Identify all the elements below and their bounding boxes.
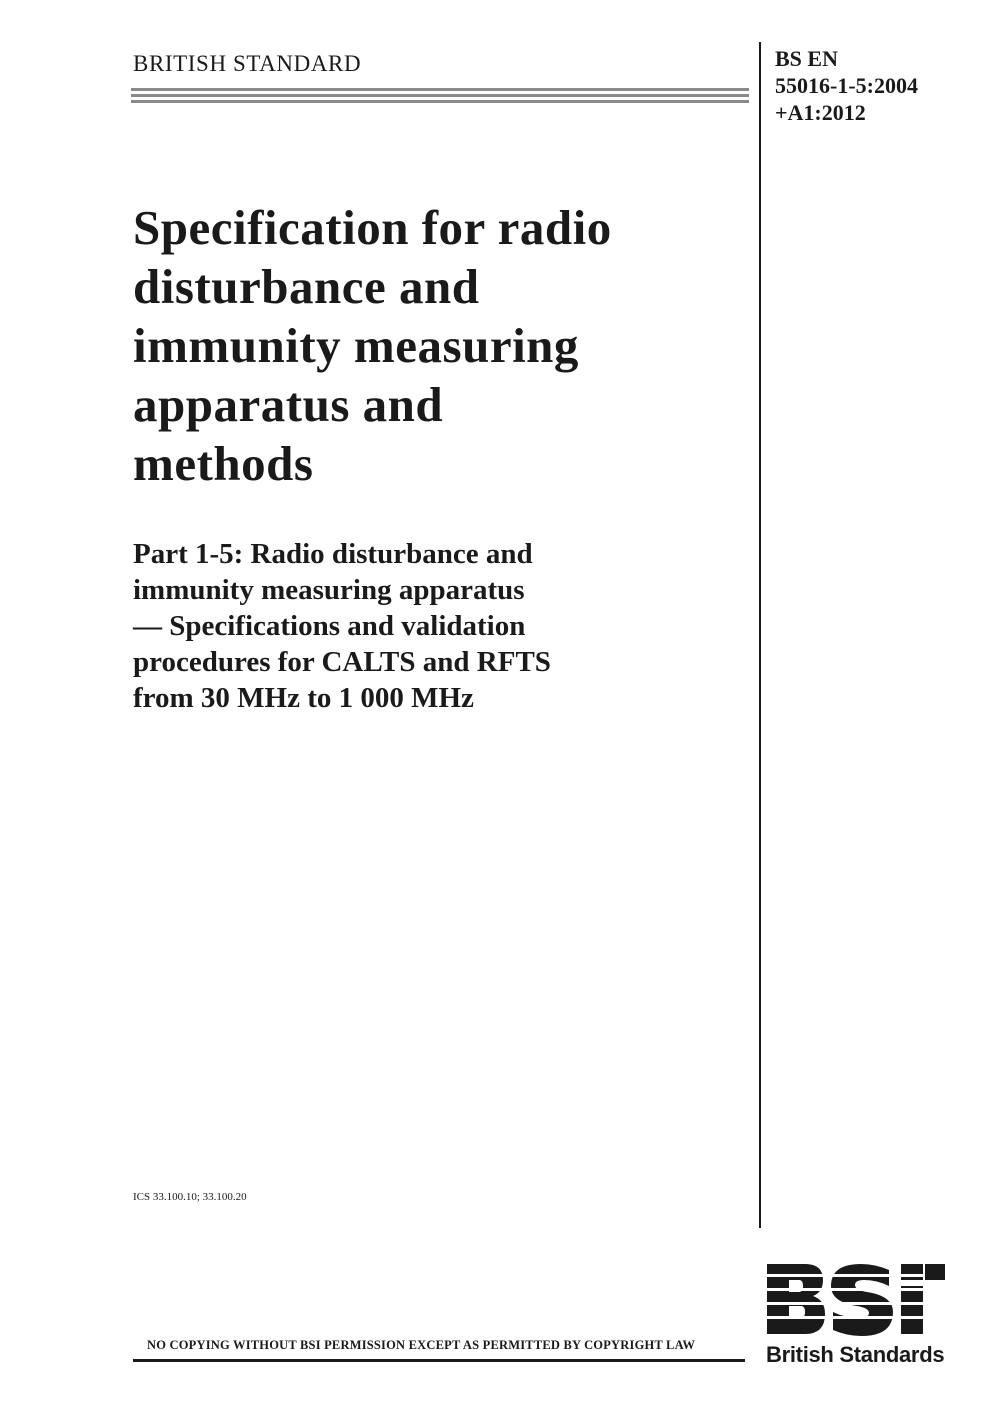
vertical-divider	[759, 42, 761, 1228]
document-subtitle	[133, 536, 743, 716]
document-subtitle-line: from 30 MHz to 1 000 MHz	[133, 682, 474, 714]
document-title-line: methods	[133, 436, 314, 491]
header-rule-bar	[131, 100, 749, 103]
document-title-line: disturbance and	[133, 259, 480, 314]
header-rule	[131, 88, 749, 106]
standard-type-label: BRITISH STANDARD	[133, 51, 362, 76]
document-number-amendment: +A1:2012	[775, 100, 866, 125]
copyright-notice: NO COPYING WITHOUT BSI PERMISSION EXCEPT AS PERMITTED BY COPYRIGHT LAW	[147, 1338, 696, 1352]
footer-rule	[133, 1359, 745, 1362]
header-rule-bar	[131, 94, 749, 97]
document-subtitle-line: Part 1-5: Radio disturbance and	[133, 538, 533, 570]
document-number	[775, 45, 918, 126]
ics-classification: ICS 33.100.10; 33.100.20	[133, 1191, 247, 1203]
document-title-line: immunity measuring	[133, 318, 579, 373]
bsi-brand-text: British Standards	[766, 1342, 945, 1367]
document-title-line: Specification for radio	[133, 200, 612, 255]
document-title-line: apparatus and	[133, 377, 444, 432]
document-subtitle-line: immunity measuring apparatus	[133, 574, 525, 606]
document-title	[133, 198, 743, 493]
document-number-prefix: BS EN	[775, 46, 838, 71]
document-subtitle-line: procedures for CALTS and RFTS	[133, 646, 551, 678]
header-rule-bar	[131, 88, 749, 91]
document-number-code: 55016-1-5:2004	[775, 73, 918, 98]
document-subtitle-line: — Specifications and validation	[133, 610, 526, 642]
